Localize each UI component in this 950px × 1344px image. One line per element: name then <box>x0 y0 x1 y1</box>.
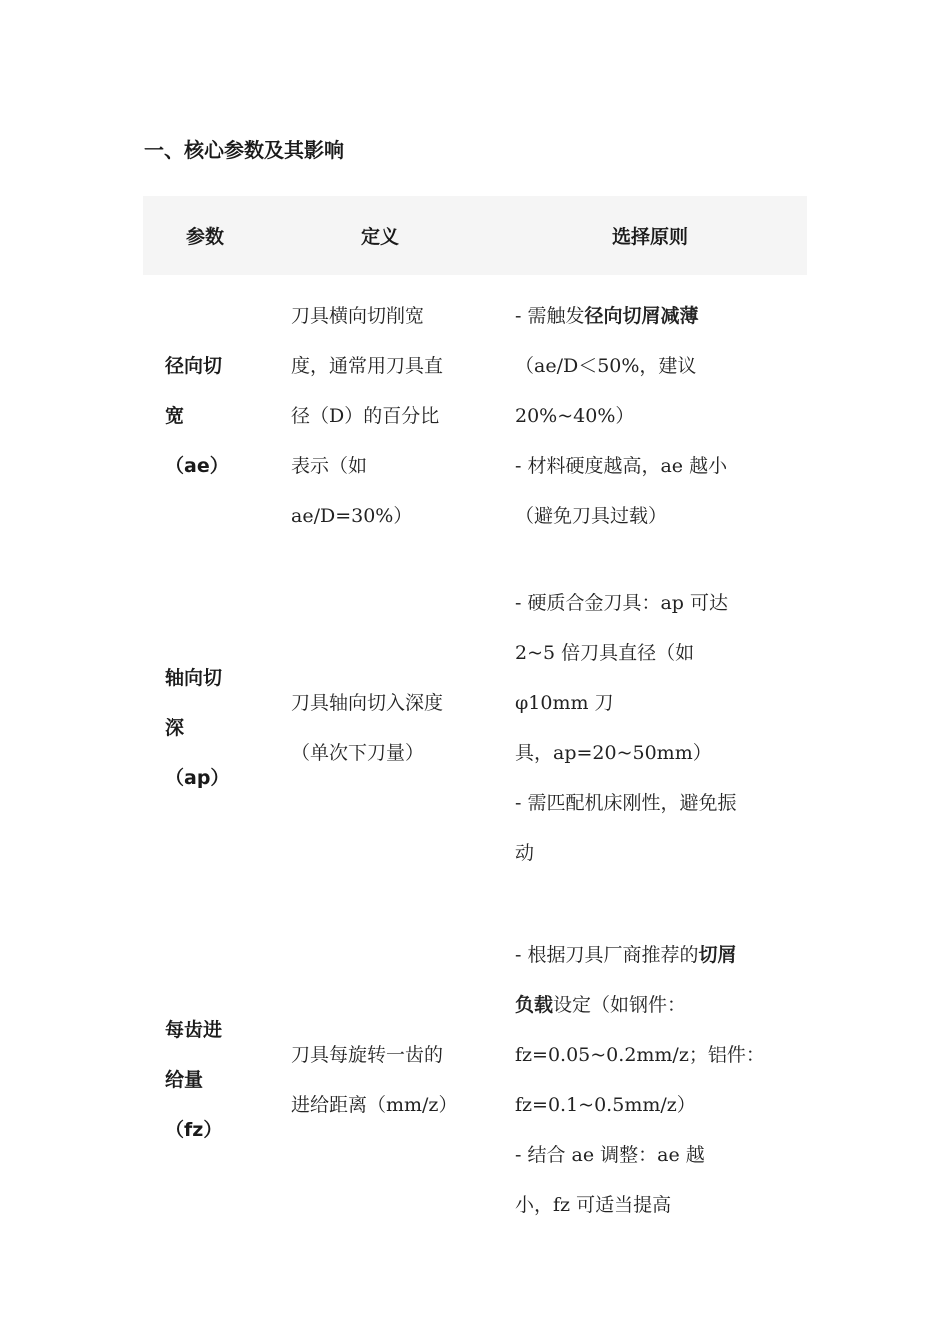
rule-line: 2~5 倍刀具直径（如 <box>515 642 695 664</box>
rule-cell <box>493 555 807 902</box>
header-selection-principle: 选择原则 <box>611 226 688 248</box>
header-parameter: 参数 <box>185 226 224 248</box>
table-row <box>143 902 807 1240</box>
rule-line: fz=0.1~0.5mm/z） <box>515 1094 696 1116</box>
definition-cell <box>267 902 493 1240</box>
parameter-name-line: （ap） <box>165 767 230 789</box>
parameter-name-line: 宽 <box>165 405 185 427</box>
rule-line: 具，ap=20~50mm） <box>515 742 712 764</box>
emphasis: 径向切屑减薄 <box>584 305 699 327</box>
parameter-name-line: （fz） <box>165 1119 223 1141</box>
rule-cell <box>493 275 807 555</box>
parameter-name-cell <box>143 902 267 1240</box>
parameter-name-cell <box>143 555 267 902</box>
definition-line: 刀具轴向切入深度 <box>291 692 444 714</box>
rule-line: φ10mm 刀 <box>515 692 614 714</box>
definition-line: ae/D=30%） <box>291 505 413 527</box>
parameter-name-cell <box>143 275 267 555</box>
definition-cell <box>267 555 493 902</box>
parameter-name-line: 每齿进 <box>165 1019 223 1041</box>
parameter-name-line: 轴向切 <box>165 667 223 689</box>
rule-line: - 结合 ae 调整：ae 越 <box>515 1144 705 1166</box>
header-definition: 定义 <box>360 226 399 248</box>
rule-line: - 需触发径向切屑减薄 <box>515 305 699 327</box>
rule-line: - 根据刀具厂商推荐的切屑 <box>515 944 737 966</box>
emphasis: 切屑 <box>698 944 737 966</box>
parameters-table <box>143 196 807 1240</box>
parameter-name-line: 给量 <box>165 1069 204 1091</box>
definition-line: 度，通常用刀具直 <box>291 355 444 377</box>
rule-line: - 材料硬度越高，ae 越小 <box>515 455 728 477</box>
table-row <box>143 275 807 555</box>
parameter-name-line: 深 <box>165 717 185 739</box>
parameter-name-line: 径向切 <box>165 355 223 377</box>
rule-line: - 硬质合金刀具：ap 可达 <box>515 592 728 614</box>
rule-line: （ae/D＜50%，建议 <box>515 355 697 377</box>
rule-line: 20%~40%） <box>515 405 635 427</box>
rule-line: （避免刀具过载） <box>515 505 668 527</box>
table-row <box>143 555 807 902</box>
rule-line: 动 <box>515 842 535 864</box>
definition-line: 刀具横向切削宽 <box>291 305 425 327</box>
table-header-row <box>143 196 807 275</box>
definition-cell <box>267 275 493 555</box>
definition-line: 表示（如 <box>291 455 368 477</box>
rule-line: - 需匹配机床刚性，避免振 <box>515 792 737 814</box>
rule-line: 小，fz 可适当提高 <box>515 1194 672 1216</box>
rule-line: fz=0.05~0.2mm/z；铝件： <box>515 1044 765 1066</box>
emphasis: 负载 <box>515 994 554 1016</box>
definition-line: 刀具每旋转一齿的 <box>291 1044 444 1066</box>
rule-line: 负载设定（如钢件： <box>515 994 687 1016</box>
definition-line: 径（D）的百分比 <box>291 405 440 427</box>
definition-line: （单次下刀量） <box>291 742 425 764</box>
section-heading: 一、核心参数及其影响 <box>144 138 344 162</box>
rule-cell <box>493 902 807 1240</box>
definition-line: 进给距离（mm/z） <box>291 1094 458 1116</box>
parameter-name-line: （ae） <box>165 455 229 477</box>
